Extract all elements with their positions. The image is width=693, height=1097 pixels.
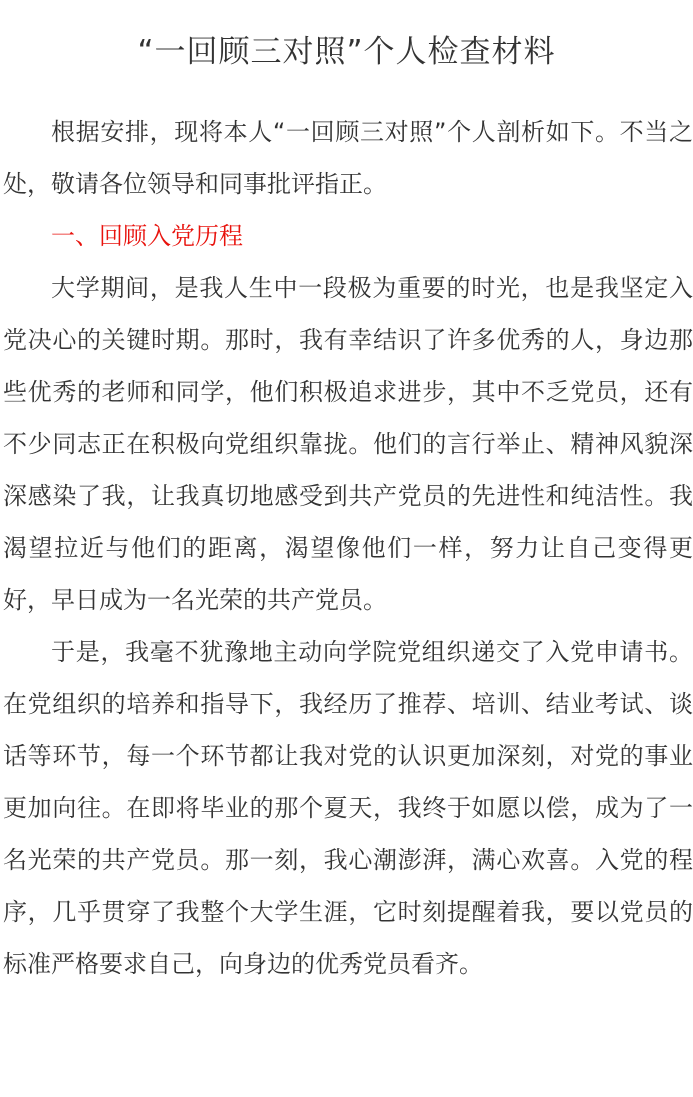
document-title: “一回顾三对照”个人检查材料 [137, 34, 556, 70]
body-paragraph: 于是，我毫不犹豫地主动向学院党组织递交了入党申请书。在党组织的培养和指导下，我经历了推荐、培训、结业考试、谈话等环节，每一个环节都让我对党的认识更加深刻，对党的事业更加向往。在即将毕业的那个夏天，我终于如愿以偿，成为了一名光荣的共产党员。那一刻，我心潮澎湃，满心欢喜。入党的程序，几乎贯穿了我整个大学生涯，它时刻提醒着我，要以党员的标准严格要求自己，向身边的优秀党员看齐。 [3, 638, 693, 978]
intro-paragraph: 根据安排，现将本人“一回顾三对照”个人剖析如下。不当之处，敬请各位领导和同事批评指正。 [3, 118, 693, 198]
document-body [3, 106, 693, 990]
section-heading: 一、回顾入党历程 [51, 222, 243, 250]
body-paragraph: 大学期间，是我人生中一段极为重要的时光，也是我坚定入党决心的关键时期。那时，我有幸结识了许多优秀的人，身边那些优秀的老师和同学，他们积极追求进步，其中不乏党员，还有不少同志正在积极向党组织靠拢。他们的言行举止、精神风貌深深感染了我，让我真切地感受到共产党员的先进性和纯洁性。我渴望拉近与他们的距离，渴望像他们一样，努力让自己变得更好，早日成为一名光荣的共产党员。 [3, 274, 693, 614]
